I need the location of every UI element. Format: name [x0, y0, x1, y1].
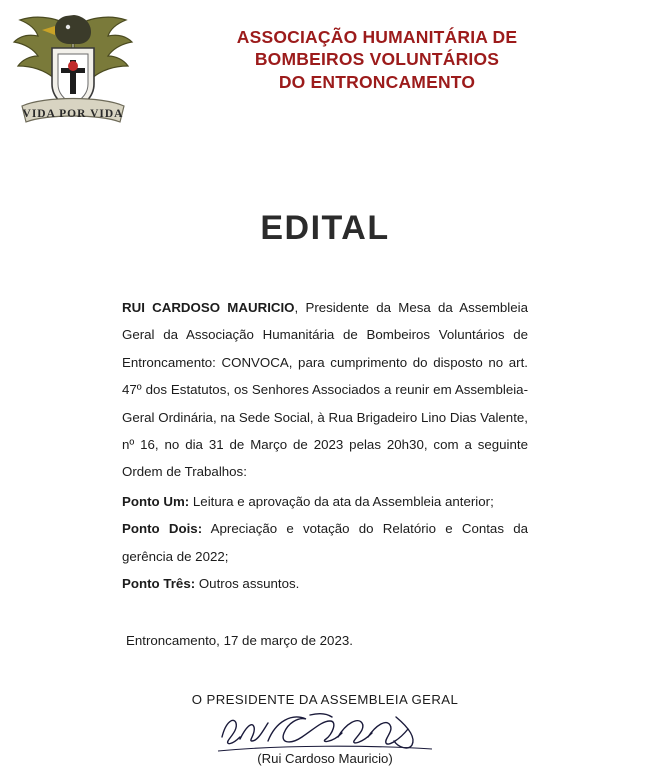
intro-paragraph [122, 294, 528, 486]
fire-brigade-eagle-crest-icon [8, 10, 138, 135]
president-name: RUI CARDOSO MAURICIO [122, 300, 295, 315]
agenda-label: Ponto Um: [122, 493, 190, 509]
organization-title-line-2: BOMBEIROS VOLUNTÁRIOS [254, 49, 500, 70]
svg-text:VIDA POR VIDA: VIDA POR VIDA [22, 108, 124, 120]
agenda-label: Ponto Dois: [122, 521, 203, 537]
list-item [122, 570, 528, 597]
agenda-label: Ponto Três: [122, 575, 196, 591]
page-title: EDITAL [260, 209, 390, 247]
signature-title: O PRESIDENTE DA ASSEMBLEIA GERAL [191, 692, 459, 708]
place-and-date: Entroncamento, 17 de março de 2023. [126, 633, 353, 649]
intro-text: , Presidente da Mesa da Assembleia Geral da Associação Humanitária de Bombeiros Voluntários de Entroncamento: CONVOCA, para cumprimento do disposto no art. 47º dos Estatutos, os Senhores Associados a reunir em Assembleia-Geral Ordinária, na Sede Social, à Rua Brigadeiro Lino Dias Valente, nº 16, no dia 31 de Março de 2023 pelas 20h30, com a seguinte Ordem de Trabalhos: [122, 300, 528, 480]
organization-title-line-3: DO ENTRONCAMENTO [278, 71, 476, 92]
list-item [122, 488, 528, 515]
agenda-text: Leitura e aprovação da ata da Assembleia anterior; [189, 493, 494, 509]
list-item [122, 515, 528, 570]
organization-title [138, 10, 650, 93]
document-body [122, 294, 528, 597]
agenda-text: Outros assuntos. [195, 575, 300, 591]
agenda-text: Apreciação e votação do Relatório e Contas da gerência de 2022; [122, 521, 528, 564]
organization-title-line-1: ASSOCIAÇÃO HUMANITÁRIA DE [236, 27, 518, 47]
document-header [0, 0, 650, 135]
signature-name: (Rui Cardoso Mauricio) [257, 751, 393, 766]
signature-block [0, 692, 650, 766]
agenda-list [122, 488, 528, 598]
